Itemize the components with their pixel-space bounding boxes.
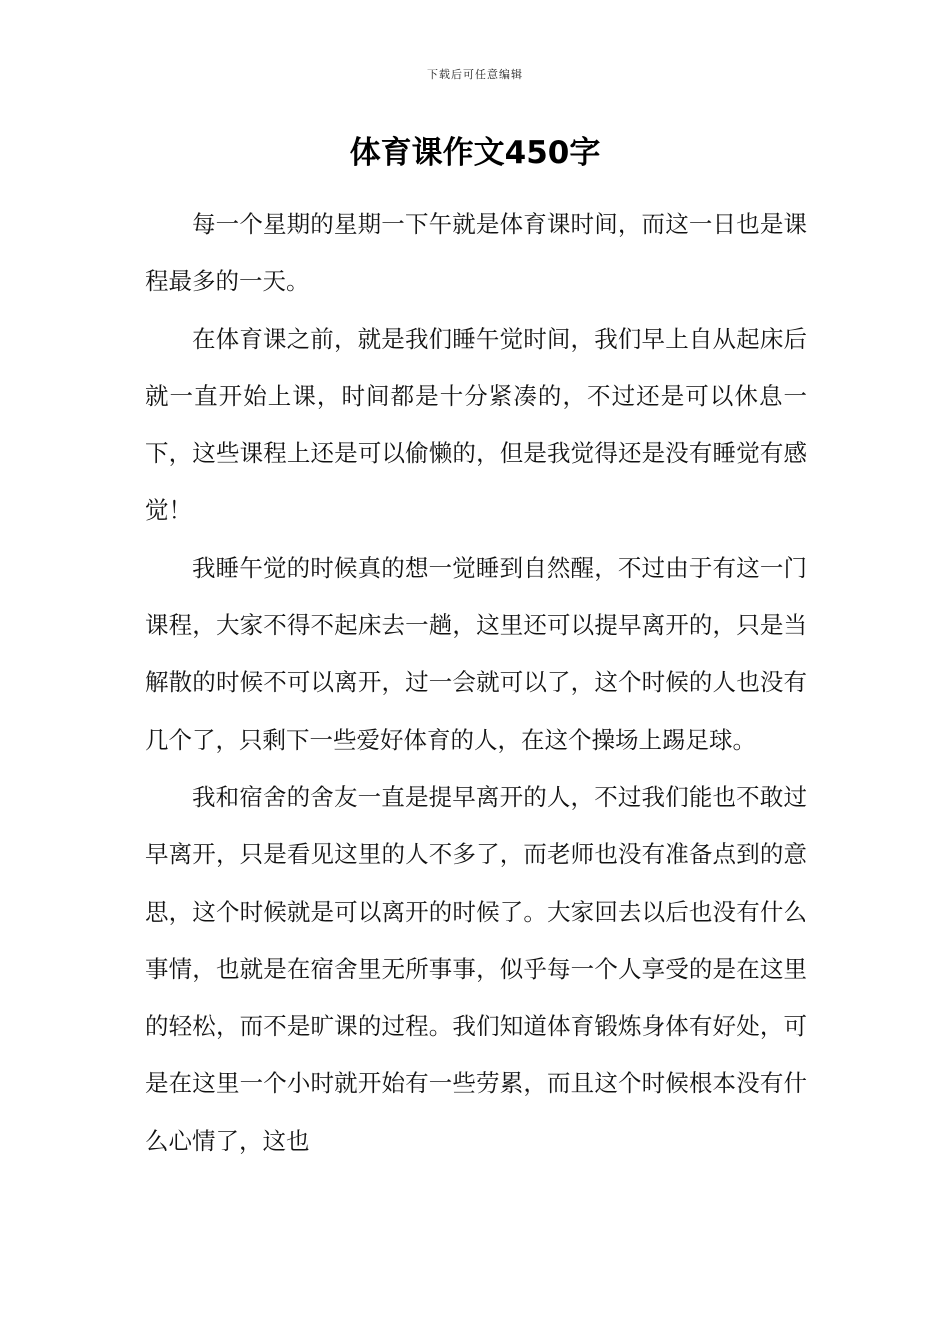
paragraph: 我和宿舍的舍友一直是提早离开的人，不过我们能也不敢过早离开，只是看见这里的人不多了，而老师也没有准备点到的意思，这个时候就是可以离开的时候了。大家回去以后也没有什么事情，也就是在宿舍里无所事事，似乎每一个人享受的是在这里的轻松，而不是旷课的过程。我们知道体育锻炼身体有好处，可是在这里一个小时就开始有一些劳累，而且这个时候根本没有什么心情了，这也	[145, 782, 807, 1155]
paragraph: 我睡午觉的时候真的想一觉睡到自然醒，不过由于有这一门课程，大家不得不起床去一趟，这里还可以提早离开的，只是当解散的时候不可以离开，过一会就可以了，这个时候的人也没有几个了，只剩下一些爱好体育的人，在这个操场上踢足球。	[145, 553, 807, 754]
paragraph: 每一个星期的星期一下午就是体育课时间，而这一日也是课程最多的一天。	[145, 210, 807, 296]
paragraph: 在体育课之前，就是我们睡午觉时间，我们早上自从起床后就一直开始上课，时间都是十分紧凑的，不过还是可以休息一下，这些课程上还是可以偷懒的，但是我觉得还是没有睡觉有感觉！	[145, 324, 807, 525]
document-title: 体育课作文450字	[349, 135, 601, 171]
header-note: 下载后可任意编辑	[427, 68, 523, 81]
document-body	[145, 196, 807, 1170]
